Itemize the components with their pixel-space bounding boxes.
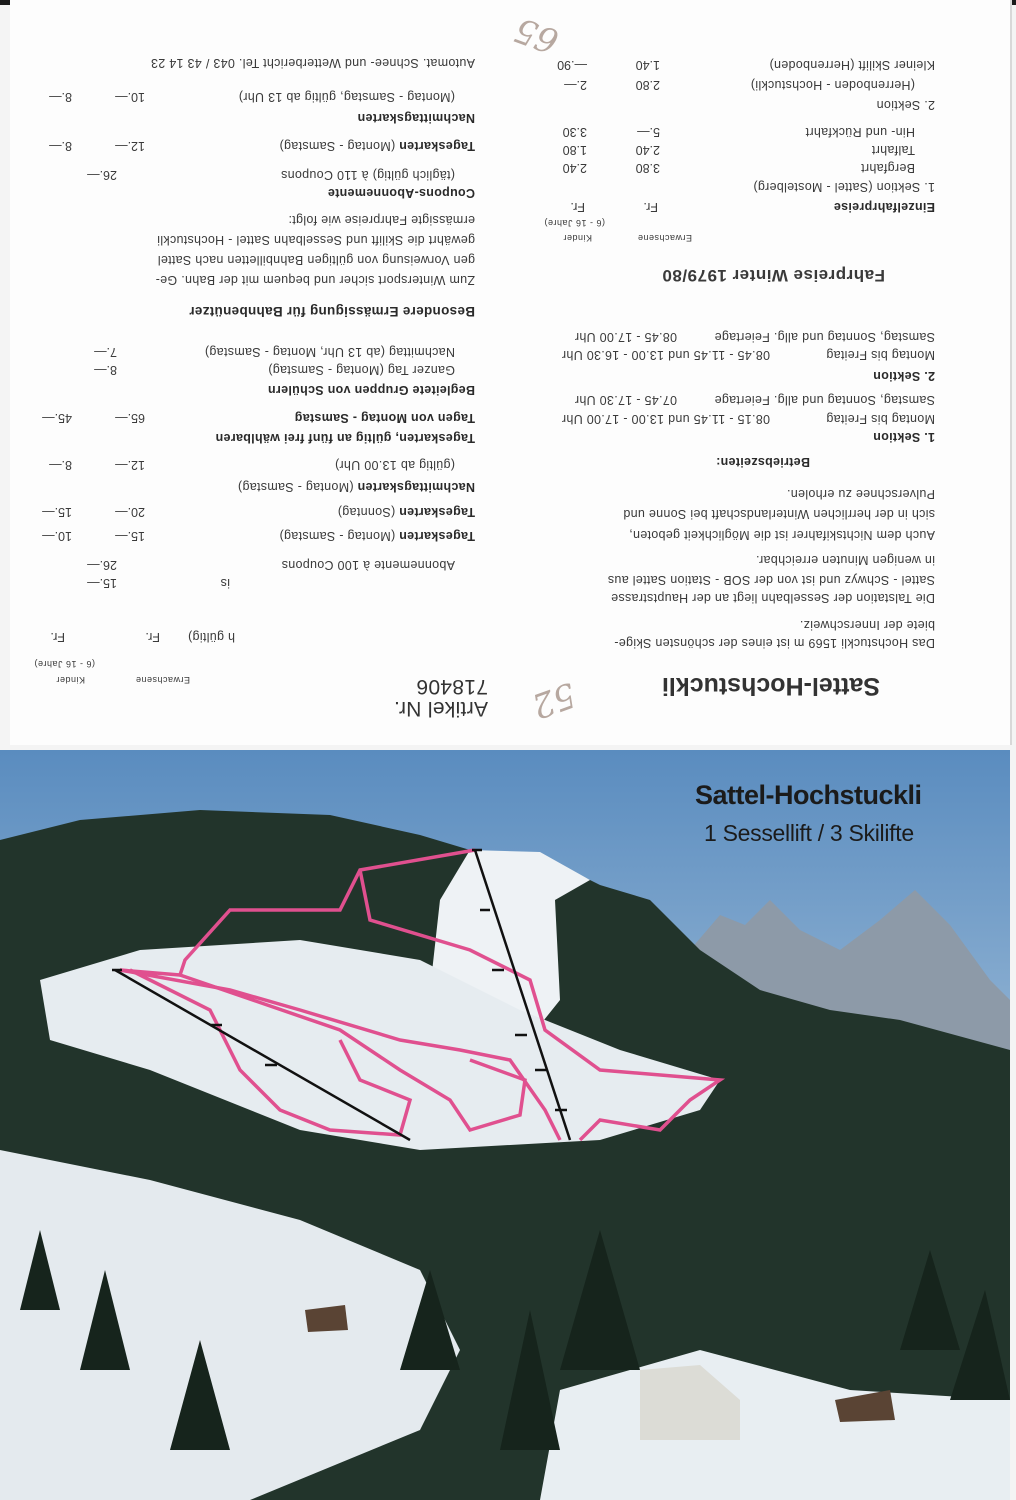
article-number: 718406 <box>416 675 488 698</box>
price-adult: 15.— <box>87 576 117 590</box>
brochure-title: Sattel-Hochstuckli <box>661 672 880 700</box>
price-label: (täglich gültig) à 110 Coupons <box>280 168 455 182</box>
hours-time: 08.45 - 17.00 Uhr <box>574 330 677 344</box>
price-note: (Montag - Samstag) <box>279 139 396 153</box>
price-label: Tagen von Montag - Samstag <box>294 411 475 425</box>
section-label: 1. Sektion (Sattel - Mostelberg) <box>753 180 935 194</box>
price-child: 8.— <box>49 139 72 153</box>
fare-label: Bergfahrt <box>860 161 915 175</box>
price-label: Abonnemente à 100 Coupons <box>281 558 455 572</box>
price-child: 8.— <box>49 458 72 472</box>
intro-line: Die Talstation der Sesselbahn liegt an der Hauptstrasse <box>610 591 935 605</box>
discount-line: Zum Wintersport sicher und bequem mit der Bahn. Ge- <box>155 273 475 287</box>
fares-title: Fahrpreise Winter 1979/80 <box>661 266 885 285</box>
price-adult: 12.— <box>115 139 145 153</box>
price-adult: 15.— <box>115 529 145 543</box>
col-adult: Erwachsene <box>135 675 190 685</box>
discount-line: gen Vorweisung von gültigen Bahnbilletten nach Sattel <box>157 253 475 267</box>
hours-day: Samstag, Sonntag und allg. Feiertage <box>714 393 935 407</box>
fare-adult: 5.— <box>637 125 660 139</box>
col-child-age: (6 - 16 Jahre) <box>543 218 605 228</box>
currency: Fr. <box>570 200 585 214</box>
col-child: Kinder <box>55 675 85 685</box>
col-child: Kinder <box>562 233 592 243</box>
price-note: (Montag - Samstag) <box>237 480 354 494</box>
hours-time: 07.45 - 17.30 Uhr <box>574 393 677 407</box>
article-label: Artikel Nr. <box>393 697 488 720</box>
col-adult: Erwachsene <box>637 233 692 243</box>
col-child-age: (6 - 16 Jahre) <box>33 659 95 669</box>
price-label: Tageskarten <box>398 505 475 519</box>
fare-label: Hin- und Rückfahrt <box>805 125 915 139</box>
section-label: 2. Sektion <box>876 98 935 112</box>
fare-child: 2.40 <box>562 161 587 175</box>
intro-line: sich in der herrlichen Winterlandschaft bei Sonne und <box>623 507 935 521</box>
currency: Fr. <box>50 630 65 644</box>
hours-section: 1. Sektion <box>872 430 935 444</box>
price-label: Tageskarten <box>398 529 475 543</box>
fare-label: Kleiner Skilift (Herrenboden) <box>769 58 935 72</box>
currency: Fr. <box>643 200 658 214</box>
ski-area-illustration <box>0 750 1010 1500</box>
pencil-mark: 52 <box>526 673 581 727</box>
fare-adult: 3.80 <box>635 161 660 175</box>
brochure-back-upside-down <box>10 0 1012 745</box>
price-child: 10.— <box>42 529 72 543</box>
discount-line: ermässigte Fahrpreise wie folgt: <box>288 213 475 227</box>
fare-child: 2.— <box>564 78 587 92</box>
weather-phone: Automat. Schnee- und Wetterbericht Tel. 043 / 43 14 23 <box>150 56 475 70</box>
ski-area-photo <box>0 750 1010 1500</box>
price-label: Tageskarten <box>398 139 475 153</box>
photo-title: Sattel-Hochstuckli <box>695 780 922 810</box>
intro-line: in wenigen Minuten erreichbar. <box>755 553 935 567</box>
price-note: (Montag - Samstag) <box>279 529 396 543</box>
discount-title: Besondere Ermässigung für Bahnbenützer <box>189 304 475 319</box>
pencil-mark: 65 <box>509 8 564 62</box>
price-child: 45.— <box>42 411 72 425</box>
hours-day: Montag bis Freitag <box>826 412 935 426</box>
price-adult: 20.— <box>115 505 145 519</box>
price-label: (gültig ab 13.00 Uhr) <box>334 458 455 472</box>
intro-line: Sattel - Schwyz und ist von der SOB - Station Sattel aus <box>607 573 935 587</box>
hours-day: Samstag, Sonntag und allg. Feiertage <box>714 330 935 344</box>
price-label: Begleitete Gruppen von Schülern <box>267 383 475 397</box>
intro-line: Auch dem Nichtskifahrer ist die Möglichkeit geboten, <box>628 528 935 542</box>
price-label: Coupons-Abonnemente <box>327 186 475 200</box>
fare-adult: 2.80 <box>635 78 660 92</box>
price-label: Nachmittag (ab 13 Uhr, Montag - Samstag) <box>204 345 455 359</box>
price-note: (Sonntag) <box>337 505 396 519</box>
price-label: (Montag - Samstag, gültig ab 13 Uhr) <box>238 90 455 104</box>
fare-label: (Herrenboden - Hochstuckli) <box>750 78 915 92</box>
single-fares-title: Einzelfahrpreise <box>833 200 935 214</box>
fare-adult: 1.40 <box>635 58 660 72</box>
intro-line: Das Hochstuckli 1569 m ist eines der schönsten Skige- <box>614 636 935 650</box>
price-label: is <box>220 576 230 590</box>
fare-child: 3.30 <box>562 125 587 139</box>
price-label: Ganzer Tag (Montag - Samstag) <box>267 363 455 377</box>
hours-section: 2. Sektion <box>872 369 935 383</box>
price-child: 8.— <box>49 90 72 104</box>
intro-line: biete der Innerschweiz. <box>799 618 935 632</box>
currency: Fr. <box>145 630 160 644</box>
fare-child: 1.80 <box>562 143 587 157</box>
intro-line: Pulverschnee zu erholen. <box>786 487 935 501</box>
hours-time: 08.45 - 11.45 und 13.00 - 16.30 Uhr <box>561 348 770 362</box>
fare-label: Talfahrt <box>871 143 915 157</box>
price-adult: 12.— <box>115 458 145 472</box>
price-label: Nachmittagskarten <box>357 111 475 125</box>
price-label: Tageskarten, gültig an fünf frei wählbaren <box>215 431 475 445</box>
price-adult: 8.— <box>94 363 117 377</box>
price-adult: 65.— <box>115 411 145 425</box>
hours-title: Betriebszeiten: <box>715 455 810 469</box>
price-adult: 7.— <box>94 345 117 359</box>
photo-subtitle: 1 Sessellift / 3 Skilifte <box>704 820 914 846</box>
price-child: 15.— <box>42 505 72 519</box>
hours-time: 08.15 - 11.45 und 13.00 - 17.00 Uhr <box>561 412 770 426</box>
fare-adult: 2.40 <box>635 143 660 157</box>
price-adult: 10.— <box>115 90 145 104</box>
hours-day: Montag bis Freitag <box>826 348 935 362</box>
price-adult: 26.— <box>87 558 117 572</box>
partial-text: h gültig) <box>187 630 235 644</box>
fare-child: —.90 <box>557 58 587 72</box>
price-label: Nachmittagskarten <box>357 480 475 494</box>
discount-line: gewährt die Skilift und Sesselbahn Sattel - Hochstuckli <box>156 233 475 247</box>
price-adult: 26.— <box>87 168 117 182</box>
